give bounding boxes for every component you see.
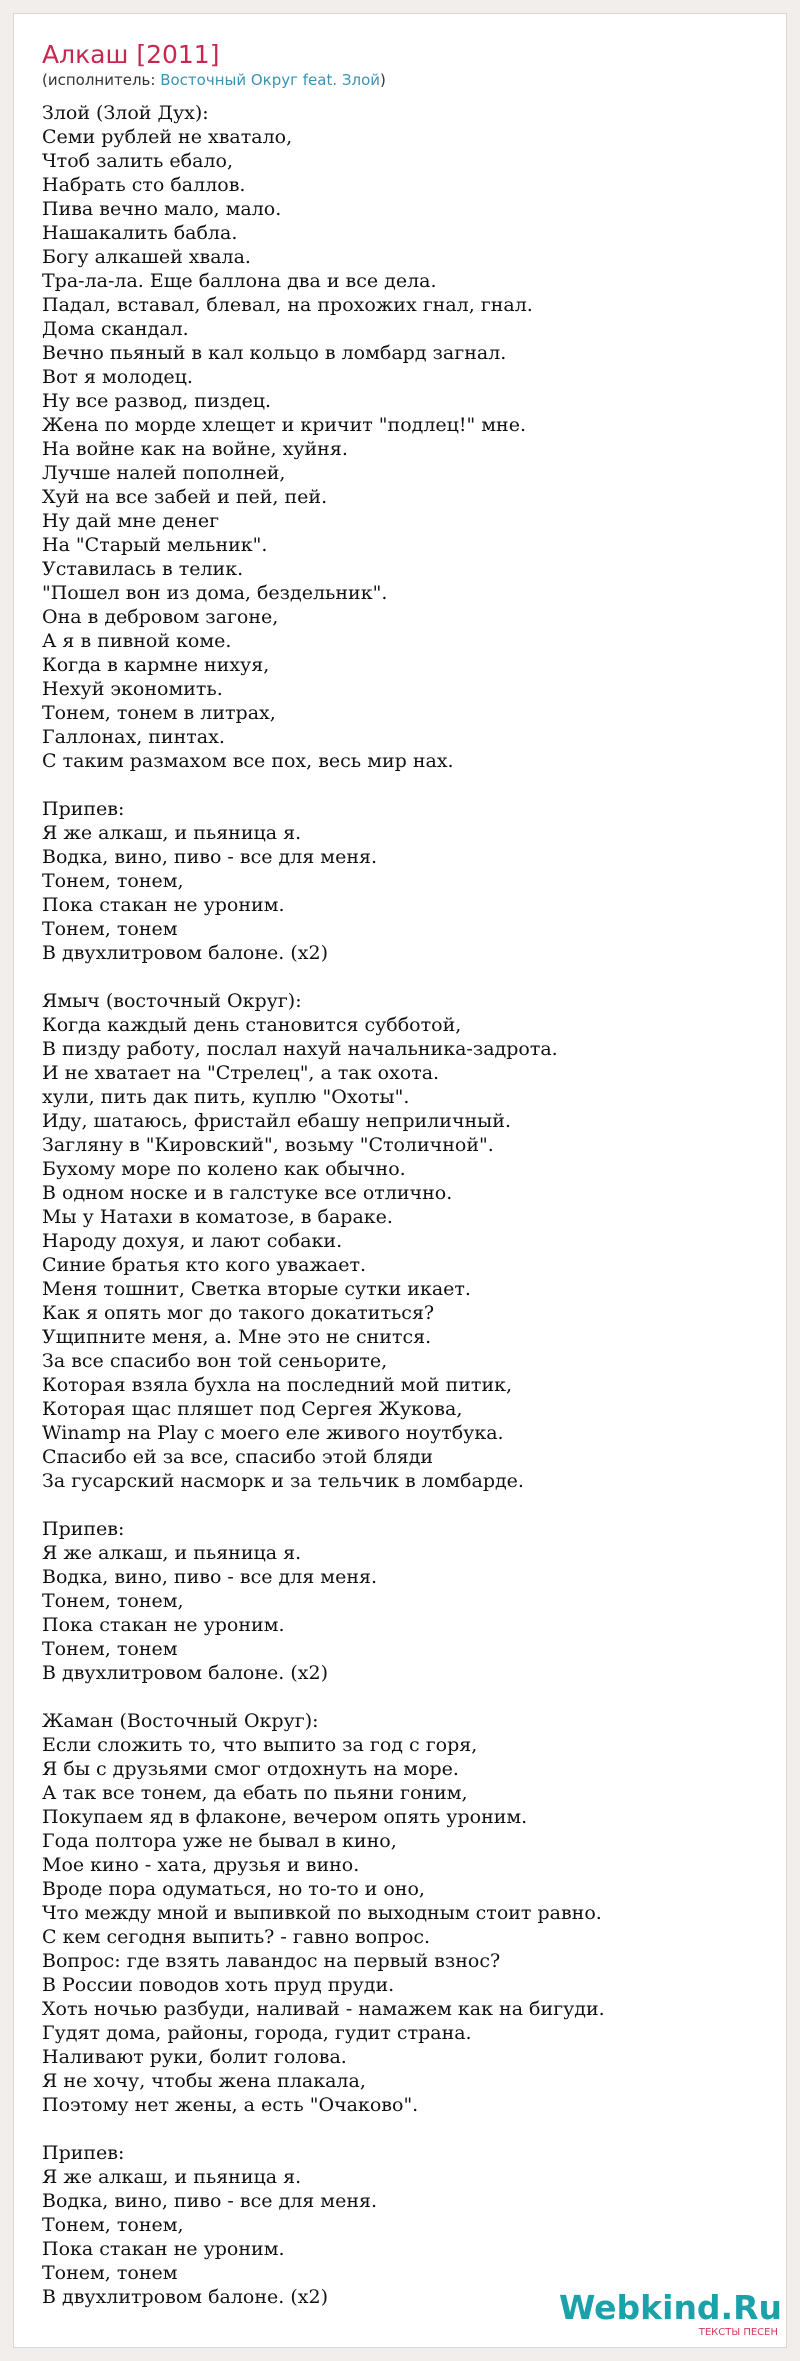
- lyric-line: Тонем, тонем: [42, 1638, 178, 1660]
- lyric-line: Падал, вставал, блевал, на прохожих гнал, гнал.: [42, 294, 533, 316]
- lyric-line: Нашакалить бабла.: [42, 222, 238, 244]
- artist-line: [42, 70, 386, 90]
- lyric-line: Вроде пора одуматься, но то-то и оно,: [42, 1878, 425, 1900]
- lyric-line: Тонем, тонем,: [42, 870, 184, 892]
- lyric-line: Уставилась в телик.: [42, 558, 244, 580]
- lyric-line: Семи рублей не хватало,: [42, 126, 293, 148]
- lyric-line: И не хватает на "Стрелец", а так охота.: [42, 1062, 440, 1084]
- lyrics-text: [42, 101, 762, 2309]
- lyric-line: Я же алкаш, и пьяница я.: [42, 1542, 302, 1564]
- lyric-line: Она в дебровом загоне,: [42, 606, 279, 628]
- lyric-line: Жаман (Восточный Округ):: [42, 1710, 319, 1732]
- lyric-line: Ну дай мне денег: [42, 510, 220, 532]
- site-logo[interactable]: [558, 2288, 782, 2341]
- lyric-line: В одном носке и в галстуке все отлично.: [42, 1182, 453, 1204]
- lyric-line: Что между мной и выпивкой по выходным стоит равно.: [42, 1902, 602, 1924]
- lyric-line: Народу дохуя, и лают собаки.: [42, 1230, 343, 1252]
- lyric-line: Припев:: [42, 2142, 125, 2164]
- lyric-line: Я же алкаш, и пьяница я.: [42, 2166, 302, 2188]
- lyric-line: Тонем, тонем,: [42, 1590, 184, 1612]
- lyric-line: [42, 2117, 762, 2141]
- lyric-line: Припев:: [42, 798, 125, 820]
- lyric-line: С кем сегодня выпить? - гавно вопрос.: [42, 1926, 431, 1948]
- lyric-line: В двухлитровом балоне. (x2): [42, 942, 328, 964]
- lyric-line: Вечно пьяный в кал кольцо в ломбард загнал.: [42, 342, 507, 364]
- lyric-line: Пока стакан не уроним.: [42, 2238, 285, 2260]
- lyric-line: Тра-ла-ла. Еще баллона два и все дела.: [42, 270, 437, 292]
- lyric-line: хули, пить дак пить, куплю "Охоты".: [42, 1086, 410, 1108]
- lyric-line: Которая щас пляшет под Сергея Жукова,: [42, 1398, 463, 1420]
- lyric-line: Водка, вино, пиво - все для меня.: [42, 2190, 378, 2212]
- lyric-line: Ну все развод, пиздец.: [42, 390, 272, 412]
- lyric-line: Мы у Натахи в коматозе, в бараке.: [42, 1206, 393, 1228]
- lyric-line: Ущипните меня, а. Мне это не снится.: [42, 1326, 432, 1348]
- lyric-line: Галлонах, пинтах.: [42, 726, 225, 748]
- lyric-line: Иду, шатаюсь, фристайл ебашу неприличный.: [42, 1110, 511, 1132]
- lyric-line: В России поводов хоть пруд пруди.: [42, 1974, 395, 1996]
- lyric-line: Пока стакан не уроним.: [42, 894, 285, 916]
- lyric-line: Winamp на Play с моего еле живого ноутбука.: [42, 1422, 504, 1444]
- lyric-line: Нехуй экономить.: [42, 678, 223, 700]
- lyric-line: За все спасибо вон той сеньорите,: [42, 1350, 388, 1372]
- lyric-line: Когда каждый день становится субботой,: [42, 1014, 462, 1036]
- lyric-line: Гудят дома, районы, города, гудит страна.: [42, 2022, 472, 2044]
- lyric-line: Вопрос: где взять лавандос на первый взнос?: [42, 1950, 501, 1972]
- lyric-line: Припев:: [42, 1518, 125, 1540]
- lyric-line: Бухому море по колено как обычно.: [42, 1158, 406, 1180]
- lyric-line: Ямыч (восточный Округ):: [42, 990, 302, 1012]
- lyric-line: Загляну в "Кировский", возьму "Столичной".: [42, 1134, 494, 1156]
- lyric-line: "Пошел вон из дома, бездельник".: [42, 582, 388, 604]
- lyric-line: Года полтора уже не бывал в кино,: [42, 1830, 397, 1852]
- lyric-line: Когда в кармне нихуя,: [42, 654, 270, 676]
- lyric-line: Тонем, тонем в литрах,: [42, 702, 276, 724]
- lyric-line: В пизду работу, послал нахуй начальника-задрота.: [42, 1038, 558, 1060]
- lyric-line: А так все тонем, да ебать по пьяни гоним,: [42, 1782, 468, 1804]
- lyric-line: [42, 773, 762, 797]
- lyric-line: На войне как на войне, хуйня.: [42, 438, 348, 460]
- lyric-line: Богу алкашей хвала.: [42, 246, 251, 268]
- lyric-line: Хуй на все забей и пей, пей.: [42, 486, 328, 508]
- lyric-line: [42, 965, 762, 989]
- lyric-line: Лучше налей пополней,: [42, 462, 286, 484]
- lyric-line: Хоть ночью разбуди, наливай - намажем как на бигуди.: [42, 1998, 605, 2020]
- logo-tagline: ТЕКСТЫ ПЕСЕН: [698, 2327, 778, 2338]
- lyric-line: [42, 1685, 762, 1709]
- lyric-line: Тонем, тонем: [42, 2262, 178, 2284]
- artist-suffix: ): [380, 71, 386, 89]
- lyric-line: В двухлитровом балоне. (x2): [42, 2286, 328, 2308]
- lyric-line: Которая взяла бухла на последний мой питик,: [42, 1374, 513, 1396]
- lyric-line: За гусарский насморк и за тельчик в ломбарде.: [42, 1470, 524, 1492]
- lyric-line: Если сложить то, что выпито за год с горя,: [42, 1734, 478, 1756]
- page-title: Алкаш [2011]: [42, 40, 220, 69]
- lyric-line: Вот я молодец.: [42, 366, 193, 388]
- lyric-line: Злой (Злой Дух):: [42, 102, 209, 124]
- lyric-line: Наливают руки, болит голова.: [42, 2046, 347, 2068]
- lyric-line: Тонем, тонем,: [42, 2214, 184, 2236]
- lyric-line: Мое кино - хата, друзья и вино.: [42, 1854, 360, 1876]
- lyric-line: На "Старый мельник".: [42, 534, 268, 556]
- lyric-line: Я бы с друзьями смог отдохнуть на море.: [42, 1758, 459, 1780]
- lyric-line: Набрать сто баллов.: [42, 174, 246, 196]
- lyric-line: [42, 1493, 762, 1517]
- logo-wordmark: Webkind.Ru: [558, 2288, 782, 2327]
- lyric-line: Дома скандал.: [42, 318, 189, 340]
- lyric-line: Жена по морде хлещет и кричит "подлец!" мне.: [42, 414, 527, 436]
- lyric-line: В двухлитровом балоне. (x2): [42, 1662, 328, 1684]
- lyric-line: Водка, вино, пиво - все для меня.: [42, 1566, 378, 1588]
- lyric-line: Спасибо ей за все, спасибо этой бляди: [42, 1446, 434, 1468]
- lyric-line: Покупаем яд в флаконе, вечером опять уроним.: [42, 1806, 528, 1828]
- lyric-line: Меня тошнит, Светка вторые сутки икает.: [42, 1278, 471, 1300]
- lyric-line: Я не хочу, чтобы жена плакала,: [42, 2070, 366, 2092]
- lyric-line: С таким размахом все пох, весь мир нах.: [42, 750, 454, 772]
- artist-link[interactable]: Восточный Округ feat. Злой: [160, 71, 381, 89]
- artist-prefix: (исполнитель:: [42, 71, 161, 89]
- lyric-line: Пока стакан не уроним.: [42, 1614, 285, 1636]
- lyric-line: Пива вечно мало, мало.: [42, 198, 282, 220]
- lyric-line: А я в пивной коме.: [42, 630, 232, 652]
- lyric-line: Чтоб залить ебало,: [42, 150, 233, 172]
- lyric-line: Водка, вино, пиво - все для меня.: [42, 846, 378, 868]
- lyric-line: Как я опять мог до такого докатиться?: [42, 1302, 435, 1324]
- lyric-line: Поэтому нет жены, а есть "Очаково".: [42, 2094, 419, 2116]
- lyric-line: Синие братья кто кого уважает.: [42, 1254, 367, 1276]
- lyric-line: Тонем, тонем: [42, 918, 178, 940]
- lyric-line: Я же алкаш, и пьяница я.: [42, 822, 302, 844]
